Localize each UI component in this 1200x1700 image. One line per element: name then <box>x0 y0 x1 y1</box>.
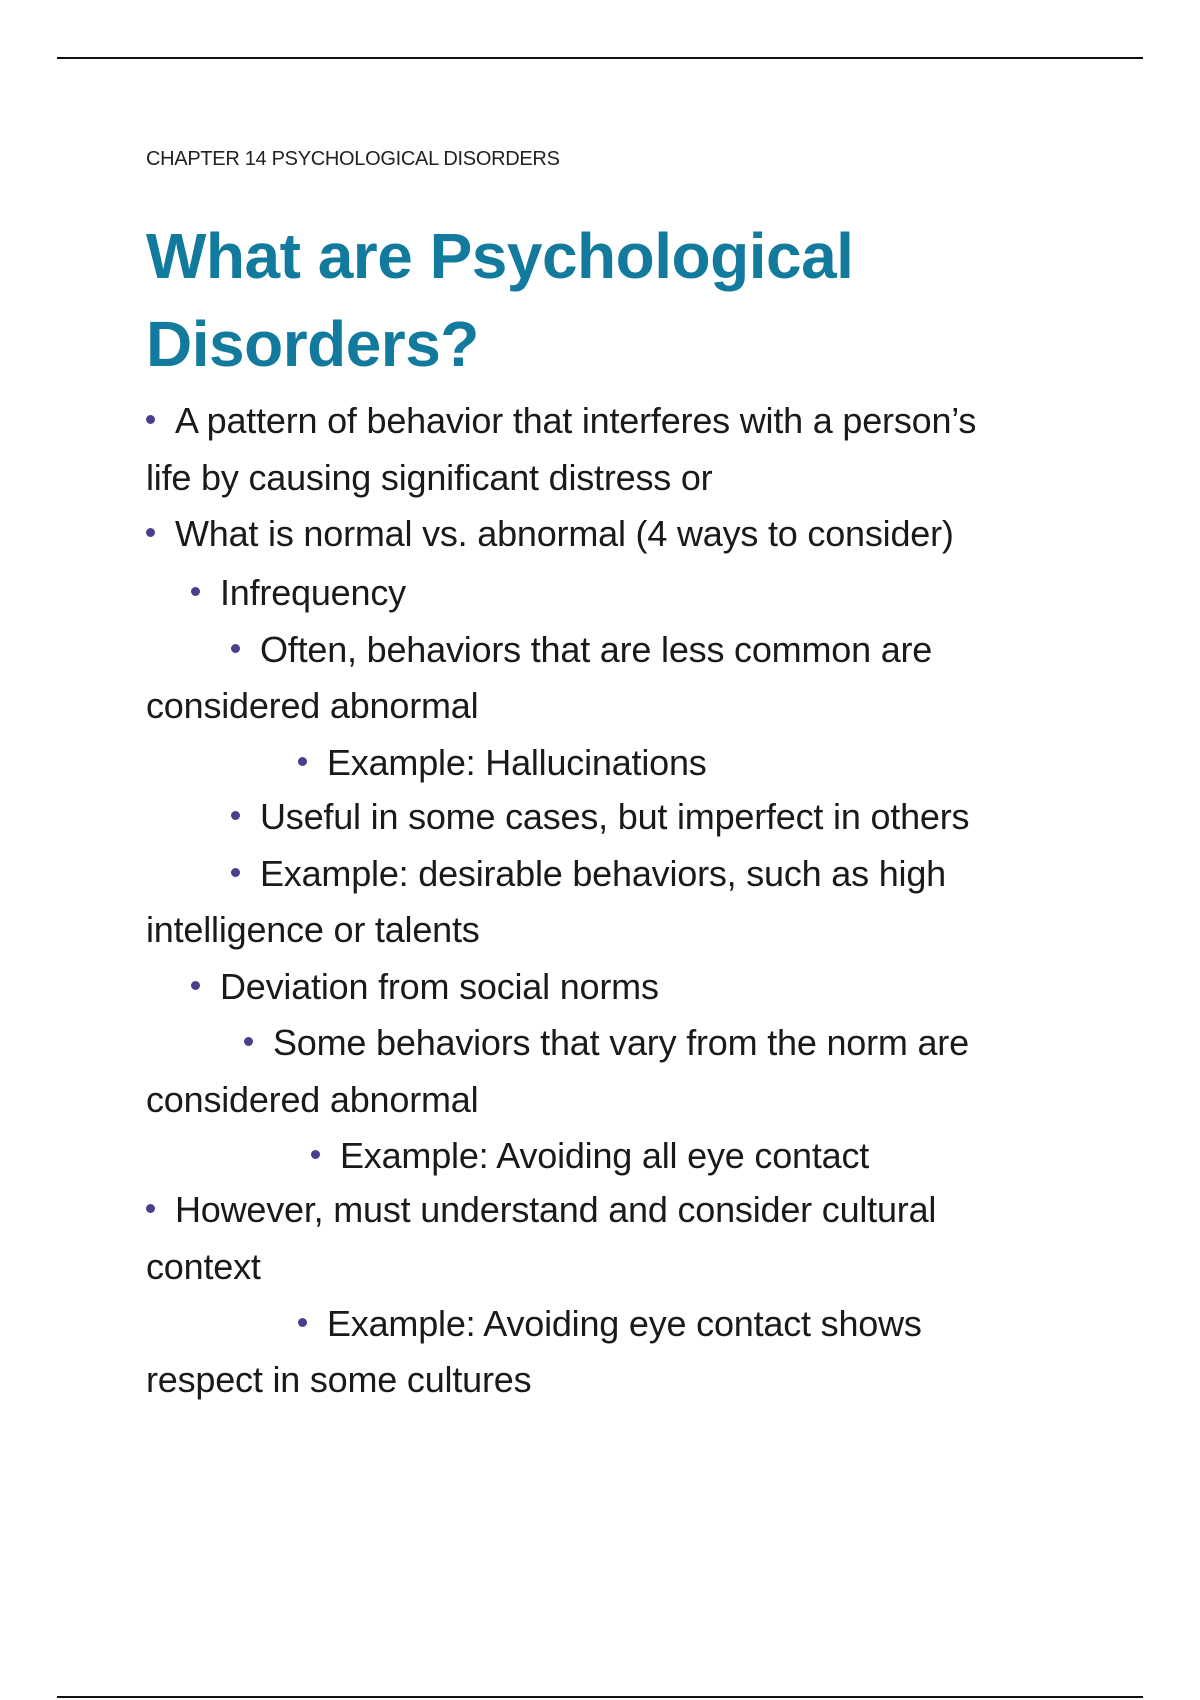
bullet-icon <box>298 1318 307 1327</box>
bullet-item-level-4 <box>298 742 707 783</box>
bullet-item <box>146 513 954 554</box>
line-text: considered abnormal <box>146 1079 479 1120</box>
bullet-text: Example: Avoiding all eye contact <box>340 1135 870 1176</box>
continuation-line <box>146 1079 479 1120</box>
bullet-item-level-4 <box>298 1303 922 1344</box>
line-text: respect in some cultures <box>146 1359 532 1400</box>
page-title-line-2: Disorders? <box>146 308 479 380</box>
bullet-icon <box>244 1037 253 1046</box>
bullet-text: Useful in some cases, but imperfect in others <box>260 796 970 837</box>
bullet-icon <box>231 811 240 820</box>
continuation-line <box>146 909 480 950</box>
bullet-text: Example: desirable behaviors, such as high <box>260 853 946 894</box>
bullet-icon <box>146 415 155 424</box>
bullet-text: Often, behaviors that are less common are <box>260 629 933 670</box>
bullet-icon <box>311 1150 320 1159</box>
bullet-item <box>146 400 977 441</box>
bullet-item-level-2 <box>191 966 659 1007</box>
bullet-text: Example: Avoiding eye contact shows <box>327 1303 922 1344</box>
bullet-icon <box>146 1204 155 1213</box>
line-text: considered abnormal <box>146 685 479 726</box>
bullet-item-level-3 <box>231 629 933 670</box>
bullet-item-level-2 <box>191 572 406 613</box>
bullet-text: However, must understand and consider cultural <box>175 1189 937 1230</box>
bullet-icon <box>231 644 240 653</box>
bullet-item-level-3 <box>244 1022 969 1063</box>
line-text: life by causing significant distress or <box>146 457 713 498</box>
bullet-item-level-3 <box>231 796 970 837</box>
continuation-line <box>146 1359 532 1400</box>
bullet-item-level-4 <box>311 1135 870 1176</box>
bullet-icon <box>191 587 200 596</box>
bullet-text: Deviation from social norms <box>220 966 659 1007</box>
bullet-icon <box>298 757 307 766</box>
bullet-icon <box>231 868 240 877</box>
bullet-text: Infrequency <box>220 572 406 613</box>
bullet-icon <box>146 528 155 537</box>
chapter-header: CHAPTER 14 PSYCHOLOGICAL DISORDERS <box>146 148 560 170</box>
bullet-text: What is normal vs. abnormal (4 ways to consider) <box>175 513 954 554</box>
bullet-item-level-3 <box>231 853 946 894</box>
bullet-item <box>146 1189 937 1230</box>
bullet-text: A pattern of behavior that interferes with a person’s <box>175 400 977 441</box>
top-rule <box>57 57 1143 59</box>
bullet-icon <box>191 981 200 990</box>
line-text: context <box>146 1246 261 1287</box>
line-text: intelligence or talents <box>146 909 480 950</box>
bottom-rule <box>57 1696 1143 1698</box>
bullet-text: Some behaviors that vary from the norm are <box>273 1022 969 1063</box>
page-title-line-1: What are Psychological <box>146 220 854 292</box>
bullet-text: Example: Hallucinations <box>327 742 707 783</box>
continuation-line <box>146 457 713 498</box>
continuation-line <box>146 1246 261 1287</box>
continuation-line <box>146 685 479 726</box>
